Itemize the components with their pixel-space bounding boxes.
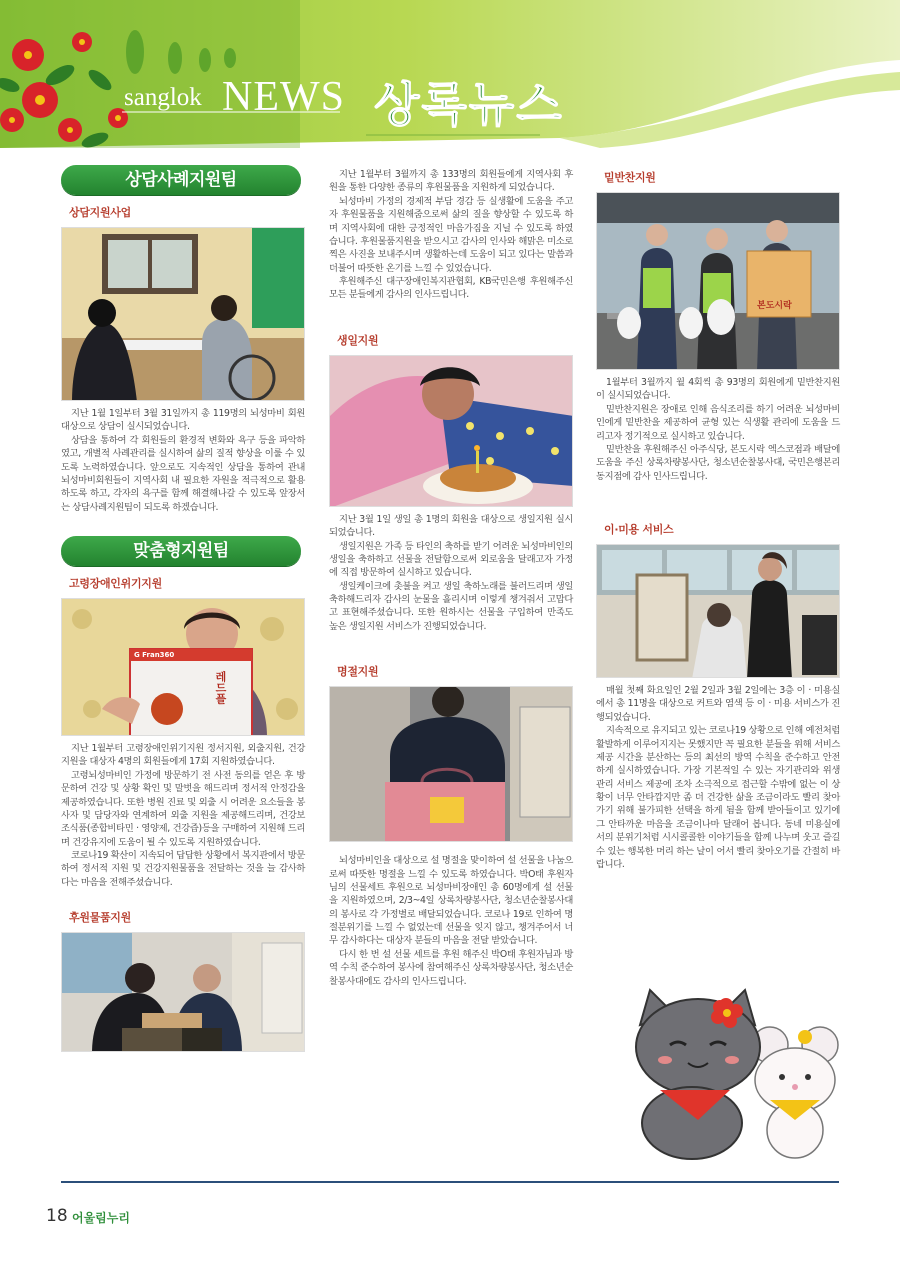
section-heading-donation: 후원물품지원 <box>69 911 131 925</box>
cat-mascot <box>636 990 760 1159</box>
team-banner-customized: 맞춤형지원팀 <box>61 536 301 566</box>
page-header <box>0 0 900 148</box>
mascot-illustration <box>620 985 840 1160</box>
team-banner-counseling: 상담사례지원팀 <box>61 165 301 195</box>
paragraph: 다시 한 번 설 선물 세트를 후원 해주신 박O태 후원자님과 방역 수칙 준수하여 봉사에 참여해주신 상록차량봉사단, 청소년순찰봉사대에도 감사의 인사드립니다. <box>329 948 573 987</box>
paragraph: 생일케이크에 촛불을 켜고 생일 축하노래를 불러드리며 생일 축하해드리자 감사의 눈물을 흘리시며 이렇게 챙겨줘서 고맙다고 표현해주셨습니다. 또한 원하시는 선물을 구입하여 만족도 높은 생일지원 서비스가 진행되었습니다. <box>329 580 573 632</box>
paragraph: 후원해주신 대구장애인복지관협회, KB국민은행 후원해주신 모든 분들에게 감사의 인사드립니다. <box>329 276 573 301</box>
donation-text <box>329 168 573 302</box>
side-dish-box-label: 본도시락 <box>757 301 792 311</box>
paragraph: 밑반찬을 후원해주신 아주식당, 본도시락 엑스코점과 배달에 도움을 주신 상록차량봉사단, 청소년순찰봉사대, 국민은행본리동지점에 감사 인사드립니다. <box>596 443 840 482</box>
paragraph: 지난 3월 1일 생일 총 1명의 회원을 대상으로 생일지원 실시되었습니다. <box>329 513 573 539</box>
paragraph: 고령뇌성마비인 가정에 방문하기 전 사전 동의를 얻은 후 방문하여 건강 및 상황 확인 및 말벗을 해드리며 정서적 안정감을 제공하였습니다. 또한 병원 진료 및 외출 시 어려운 요소들을 봉사자 및 담당자와 연계하여 외출 지원을 제공해드리며, 건강보조식품(종합비타민 · 영양제, 건강즙)등을 구매하여 지원해 드리며 건강유지에 도움이 될 수 있도록 지원하였습니다. <box>61 769 305 848</box>
paragraph: 지난 1월부터 3월까지 총 133명의 회원들에게 지역사회 후원을 통한 다양한 종류의 후원물품을 지원하게 되었습니다. <box>329 169 573 194</box>
section-heading-side-dish: 밑반찬지원 <box>604 171 656 184</box>
paragraph: 지난 1월부터 고령장애인위기지원 정서지원, 외출지원, 건강지원을 대상자 4명의 회원들에게 17회 지원하였습니다. <box>61 743 305 768</box>
paragraph: 상담을 통하여 각 회원들의 환경적 변화와 욕구 등을 파악하였고, 개별적 사례관리를 실시하여 삶의 질적 향상을 이룰 수 있도록 노력하였습니다. 앞으로도 지속적인 상담을 통하여 관내 뇌성마비회원들이 지역사회 내 필요한 자원을 적극적으로 활용하도록 하고, 각자의 욕구를 함께 해결해나갈 수 있도록 앞장서는 상담사례지원팀이 되도록 하겠습니다. <box>61 434 305 513</box>
photo-side-dish <box>596 192 840 370</box>
beauty-service-text <box>596 684 840 871</box>
paragraph: 지난 1월 1일부터 3월 31일까지 총 119명의 뇌성마비 회원 대상으로 상담이 실시되었습니다. <box>61 408 305 433</box>
paragraph: 매월 첫째 화요일인 2월 2일과 3월 2일에는 3층 이 · 미용실에서 총 11명을 대상으로 커트와 염색 등 이 · 미용 서비스가 진행되었습니다. <box>596 685 840 723</box>
section-heading-counseling: 상담지원사업 <box>69 206 131 219</box>
header-title-small: sanglok <box>124 84 202 111</box>
holiday-text <box>329 854 573 988</box>
counseling-text <box>61 407 305 514</box>
paragraph: 뇌성마비인을 대상으로 설 명절을 맞이하여 설 선물을 나눔으로써 따뜻한 명절을 느낄 수 있도록 하였습니다. 박O태 후원자님의 선물세트 후원으로 뇌성마비장애인 총 60명에게 설 선물을 지원하였으며, 2/3~4일 상록차량봉사단, 청소년순찰봉사대의 봉사로 각 가정별로 배달되었습니다. 코로나 19로 인하여 명절분위기를 느낄 수 없었는데 선물을 잊지 않고, 챙겨주어서 너무 감사하다는 대상자 분들의 마음을 전달 받았습니다. <box>329 855 574 947</box>
section-heading-elderly: 고령장애인위기지원 <box>69 577 162 590</box>
gift-box-brand: G Fran360 <box>134 651 175 659</box>
section-heading-holiday: 명절지원 <box>337 665 379 679</box>
paragraph: 1월부터 3월까지 월 4회씩 총 93명의 회원에게 밑반찬지원이 실시되었습니다. <box>596 377 840 402</box>
elderly-support-text <box>61 742 305 889</box>
birthday-text <box>329 513 573 633</box>
paragraph: 지속적으로 유지되고 있는 코로나19 상황으로 인해 예전처럼 활발하게 이루어지지는 못했지만 꼭 필요한 분들을 위해 서비스 제공 시간을 분산하는 등의 최선의 방역 수칙을 준수하고 안전하게 실시하였습니다. 가장 기본적일 수 있는 자기관리와 위생관리 서비스 제공에 조차 소극적으로 접근할 수밖에 없는 이 상황이 너무 안타깝지만 좀 더 건강한 삶을 조금이라도 빨리 찾아가기 위해 불가피한 선택을 하게 됨을 함께 받아들이고 있기에 그 안타까운 마음을 조금이나마 달래어 봅니다. 동네 미용실에서의 분위기처럼 시시콜콜한 이야기들을 함께 나누며 웃고 즐길 수 있는 행복한 머리 하는 날이 어서 빨리 찾아오기를 간절히 바랍니다. <box>596 725 840 870</box>
photo-beauty-service <box>596 544 840 678</box>
header-title-news: NEWS <box>222 74 345 120</box>
paragraph: 생일지원은 가족 등 타인의 축하를 받기 어려운 뇌성마비인의 생일을 축하하고 선물을 전달함으로써 외로움을 달래고자 가정에 직접 방문하여 실시하고 있습니다. <box>329 540 574 579</box>
gift-box-label: 레드플 <box>214 671 227 704</box>
section-heading-birthday: 생일지원 <box>337 333 379 347</box>
paragraph: 코로나19 확산이 지속되어 답답한 상황에서 복지관에서 방문하여 정서적 지원 및 건강지원물품을 전달하는 것을 늘 감사하다는 마음을 전해주셨습니다. <box>61 850 305 888</box>
header-title-korean: 상록뉴스 <box>374 78 564 133</box>
paragraph: 밑반찬지원은 장애로 인해 음식조리를 하기 어려운 뇌성마비인에게 밑반찬을 제공하여 균형 있는 식생활 관리에 도움을 드리고자 정기적으로 실시하고 있습니다. <box>596 403 840 442</box>
page-number: 18 <box>46 1206 68 1226</box>
photo-counseling <box>61 227 305 401</box>
section-heading-beauty: 이·미용 서비스 <box>604 523 674 536</box>
footer-divider <box>61 1181 839 1183</box>
photo-holiday <box>329 686 573 842</box>
magazine-logo: 어울림누리 <box>72 1211 130 1225</box>
mouse-mascot <box>752 1027 838 1158</box>
paragraph: 뇌성마비 가정의 경제적 부담 경감 등 실생활에 도움을 주고자 후원물품을 지원해줌으로써 삶의 질을 향상할 수 있도록 하며 지역사회에 대한 긍정적인 마음가짐을 지닐 수 있도록 하였습니다. 후원물품지원을 받으시고 감사의 인사와 해맑은 미소로 찍은 사진을 보내주시며 생활하는데 도움이 되고 있다는 말씀과 더불어 따뜻한 온기를 느낄 수 있었습니다. <box>329 195 573 274</box>
column-2 <box>329 168 573 988</box>
photo-elderly-support <box>61 598 305 736</box>
side-dish-text <box>596 376 840 483</box>
photo-birthday <box>329 355 573 507</box>
column-1 <box>61 165 305 1052</box>
column-3 <box>596 165 840 871</box>
photo-donation <box>61 932 305 1052</box>
